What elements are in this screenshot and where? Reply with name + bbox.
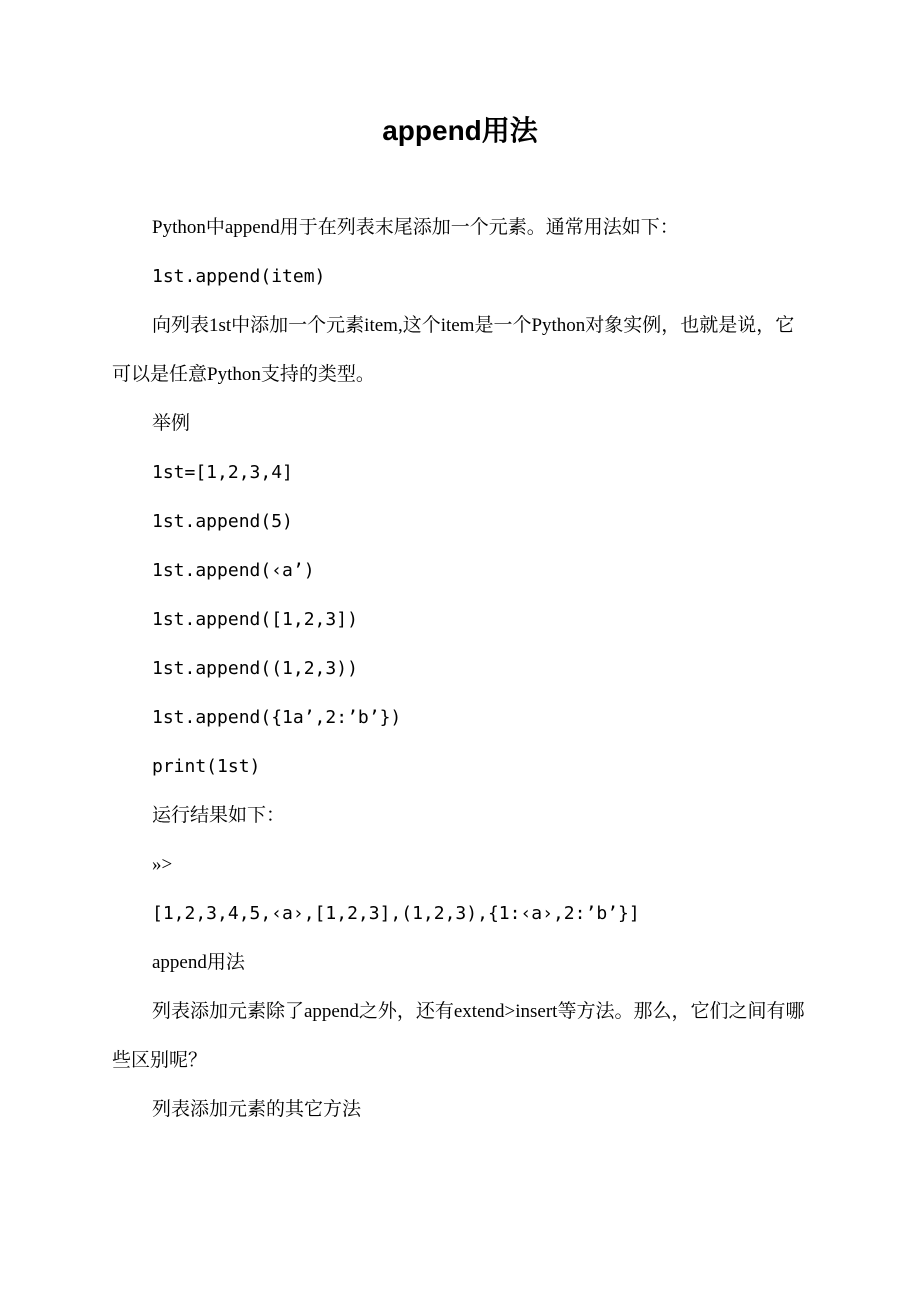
- code-line-3: 1st.append(‹a’): [152, 560, 315, 581]
- paragraph-description: 向列表1st中添加一个元素item,这个item是一个Python对象实例，也就是说，它可以是任意Python支持的类型。: [112, 315, 795, 385]
- heading-example: 举例: [152, 413, 191, 434]
- code-line-syntax: 1st.append(item): [152, 266, 326, 287]
- prompt-line: »>: [152, 854, 173, 875]
- paragraph-intro: Python中append用于在列表末尾添加一个元素。通常用法如下：: [152, 217, 679, 238]
- subheading-other-methods: 列表添加元素的其它方法: [152, 1099, 362, 1120]
- code-line-4: 1st.append([1,2,3]): [152, 609, 358, 630]
- paragraph-comparison: 列表添加元素除了append之外，还有extend>insert等方法。那么，它们之间有哪些区别呢？: [112, 1001, 805, 1071]
- paragraph-result-intro: 运行结果如下：: [152, 805, 286, 826]
- code-line-6: 1st.append({1a’,2:’b’}): [152, 707, 402, 728]
- code-line-5: 1st.append((1,2,3)): [152, 658, 358, 679]
- subheading-append: append用法: [152, 952, 245, 973]
- document-title: append用法: [382, 115, 538, 146]
- code-line-7: print(1st): [152, 756, 261, 777]
- output-line: [1,2,3,4,5,‹a›,[1,2,3],(1,2,3),{1:‹a›,2:’b’}]: [152, 903, 640, 924]
- document-body: [0, 203, 920, 1134]
- code-line-1: 1st=[1,2,3,4]: [152, 462, 293, 483]
- code-line-2: 1st.append(5): [152, 511, 293, 532]
